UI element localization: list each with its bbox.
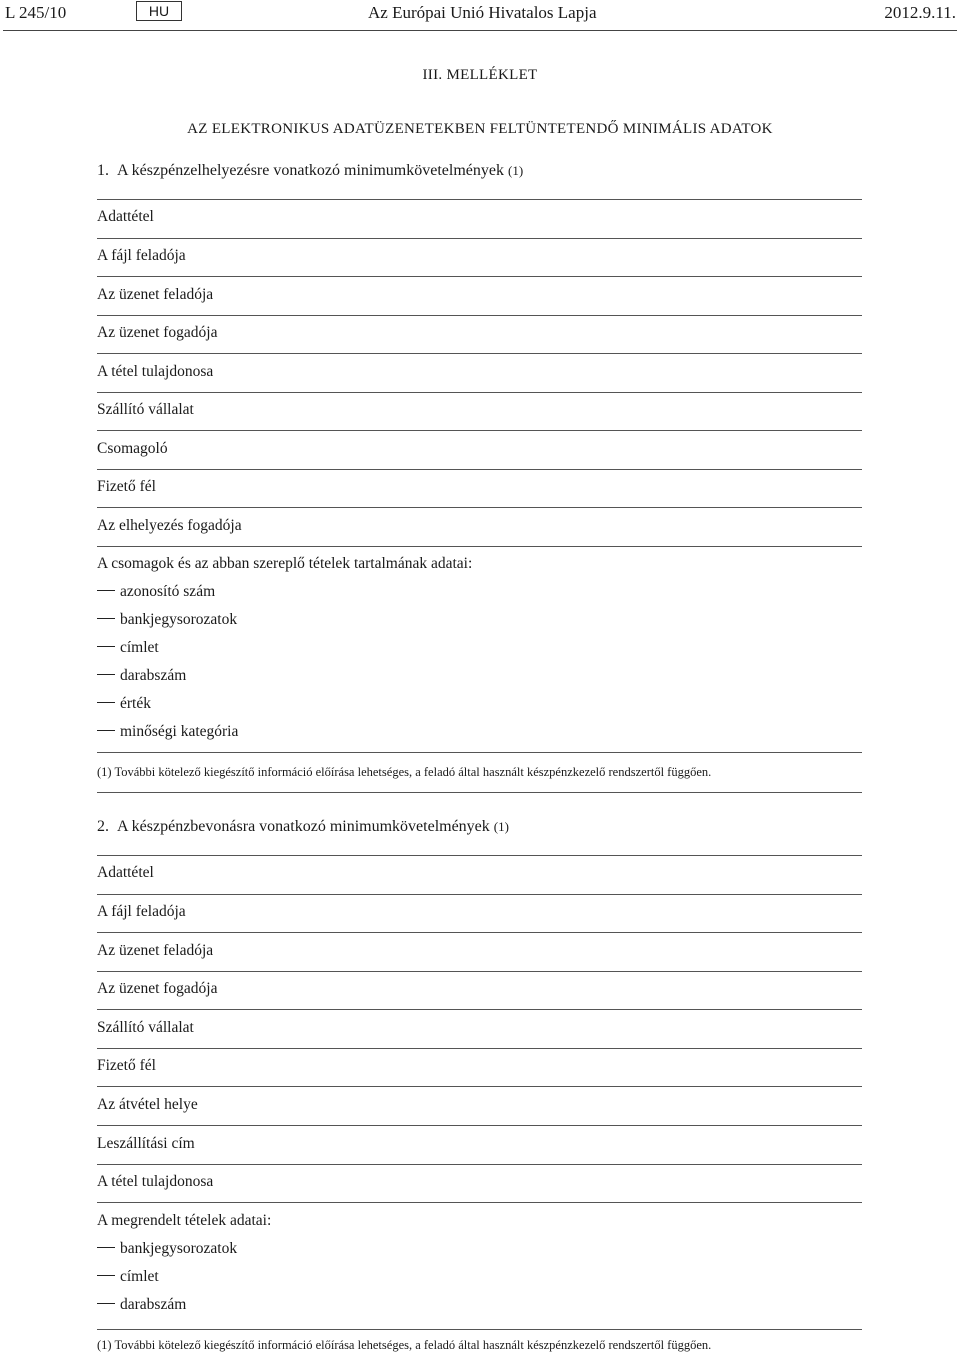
dash-bullet	[97, 1247, 115, 1248]
header-divider	[3, 30, 957, 31]
section-2-number: 2.	[97, 818, 109, 835]
table-rule	[97, 932, 862, 933]
table-row: A tétel tulajdonosa	[97, 1173, 214, 1190]
section-1-footnote-ref: (1)	[507, 163, 524, 178]
table-rule	[97, 855, 862, 856]
document-title: AZ ELEKTRONIKUS ADATÜZENETEKBEN FELTÜNTETENDŐ MINIMÁLIS ADATOK	[187, 121, 773, 137]
table-rule	[97, 238, 862, 239]
table-rule	[97, 1329, 862, 1330]
list-item	[97, 1240, 237, 1258]
list-item-label: címlet	[120, 639, 159, 656]
section-2-heading: A készpénzbevonásra vonatkozó minimumkövetelmények	[117, 818, 490, 835]
dash-bullet	[97, 646, 115, 647]
list-item	[97, 1268, 159, 1286]
list-item-label: darabszám	[120, 667, 187, 684]
table-rule	[97, 971, 862, 972]
list-item	[97, 639, 159, 657]
list-item	[97, 667, 186, 685]
table-rule	[97, 353, 862, 354]
table-row: A csomagok és az abban szereplő tételek tartalmának adatai:	[97, 555, 473, 572]
footnote: (1) További kötelező kiegészítő információ előírása lehetséges, a feladó által használt készpénzkezelő rendszertől függően.	[97, 765, 712, 779]
journal-title: Az Európai Unió Hivatalos Lapja	[368, 3, 597, 22]
table-row: A tétel tulajdonosa	[97, 363, 214, 380]
dash-bullet	[97, 702, 115, 703]
table-row: Adattétel	[97, 208, 154, 225]
section-2-footnote-ref: (1)	[493, 819, 509, 834]
table-rule	[97, 1202, 862, 1203]
section-1-number: 1.	[97, 162, 109, 179]
table-row: A fájl feladója	[97, 247, 186, 264]
table-rule	[97, 1125, 862, 1126]
list-item	[97, 583, 215, 601]
table-rule	[97, 392, 862, 393]
list-item-label: azonosító szám	[120, 583, 216, 600]
table-rule	[97, 752, 862, 753]
table-row: Fizető fél	[97, 1057, 156, 1074]
list-item-label: bankjegysorozatok	[120, 611, 238, 628]
table-row: Szállító vállalat	[97, 401, 194, 418]
page-header	[0, 0, 960, 30]
table-row: Az elhelyezés fogadója	[97, 517, 242, 534]
table-row: Az átvétel helye	[97, 1096, 198, 1113]
table-row: A megrendelt tételek adatai:	[97, 1212, 272, 1229]
table-rule	[97, 430, 862, 431]
list-item-label: minőségi kategória	[120, 723, 239, 740]
publication-date: 2012.9.11.	[884, 3, 956, 22]
dash-bullet	[97, 674, 115, 675]
table-rule	[97, 1086, 862, 1087]
page-reference: L 245/10	[5, 3, 67, 22]
table-row: Adattétel	[97, 864, 154, 881]
table-row: Fizető fél	[97, 478, 156, 495]
table-row: Szállító vállalat	[97, 1019, 194, 1036]
list-item-label: érték	[120, 695, 151, 712]
footnote: (1) További kötelező kiegészítő információ előírása lehetséges, a feladó által használt készpénzkezelő rendszertől függően.	[97, 1338, 712, 1352]
section-1-heading: A készpénzelhelyezésre vonatkozó minimumkövetelmények	[117, 162, 504, 179]
list-item-label: bankjegysorozatok	[120, 1240, 238, 1257]
dash-bullet	[97, 590, 115, 591]
annex-label: III. MELLÉKLET	[422, 67, 538, 83]
table-rule	[97, 507, 862, 508]
table-rule	[97, 1009, 862, 1010]
table-row: Az üzenet fogadója	[97, 324, 218, 341]
dash-bullet	[97, 730, 115, 731]
section-2-title	[97, 818, 509, 836]
list-item	[97, 723, 238, 741]
table-row: Az üzenet fogadója	[97, 980, 218, 997]
list-item	[97, 611, 237, 629]
list-item-label: darabszám	[120, 1296, 187, 1313]
table-row: Leszállítási cím	[97, 1135, 195, 1152]
table-rule	[97, 199, 862, 200]
table-rule	[97, 469, 862, 470]
table-row: A fájl feladója	[97, 903, 186, 920]
table-rule	[97, 1164, 862, 1165]
table-row: Csomagoló	[97, 440, 168, 457]
table-rule	[97, 276, 862, 277]
list-item	[97, 695, 151, 713]
language-badge: HU	[136, 1, 182, 21]
table-rule	[97, 792, 862, 793]
dash-bullet	[97, 1303, 115, 1304]
table-rule	[97, 315, 862, 316]
dash-bullet	[97, 618, 115, 619]
table-row: Az üzenet feladója	[97, 286, 214, 303]
dash-bullet	[97, 1275, 115, 1276]
table-rule	[97, 1048, 862, 1049]
section-1-title	[97, 162, 523, 180]
table-rule	[97, 894, 862, 895]
list-item-label: címlet	[120, 1268, 159, 1285]
table-rule	[97, 546, 862, 547]
table-row: Az üzenet feladója	[97, 942, 214, 959]
list-item	[97, 1296, 186, 1314]
